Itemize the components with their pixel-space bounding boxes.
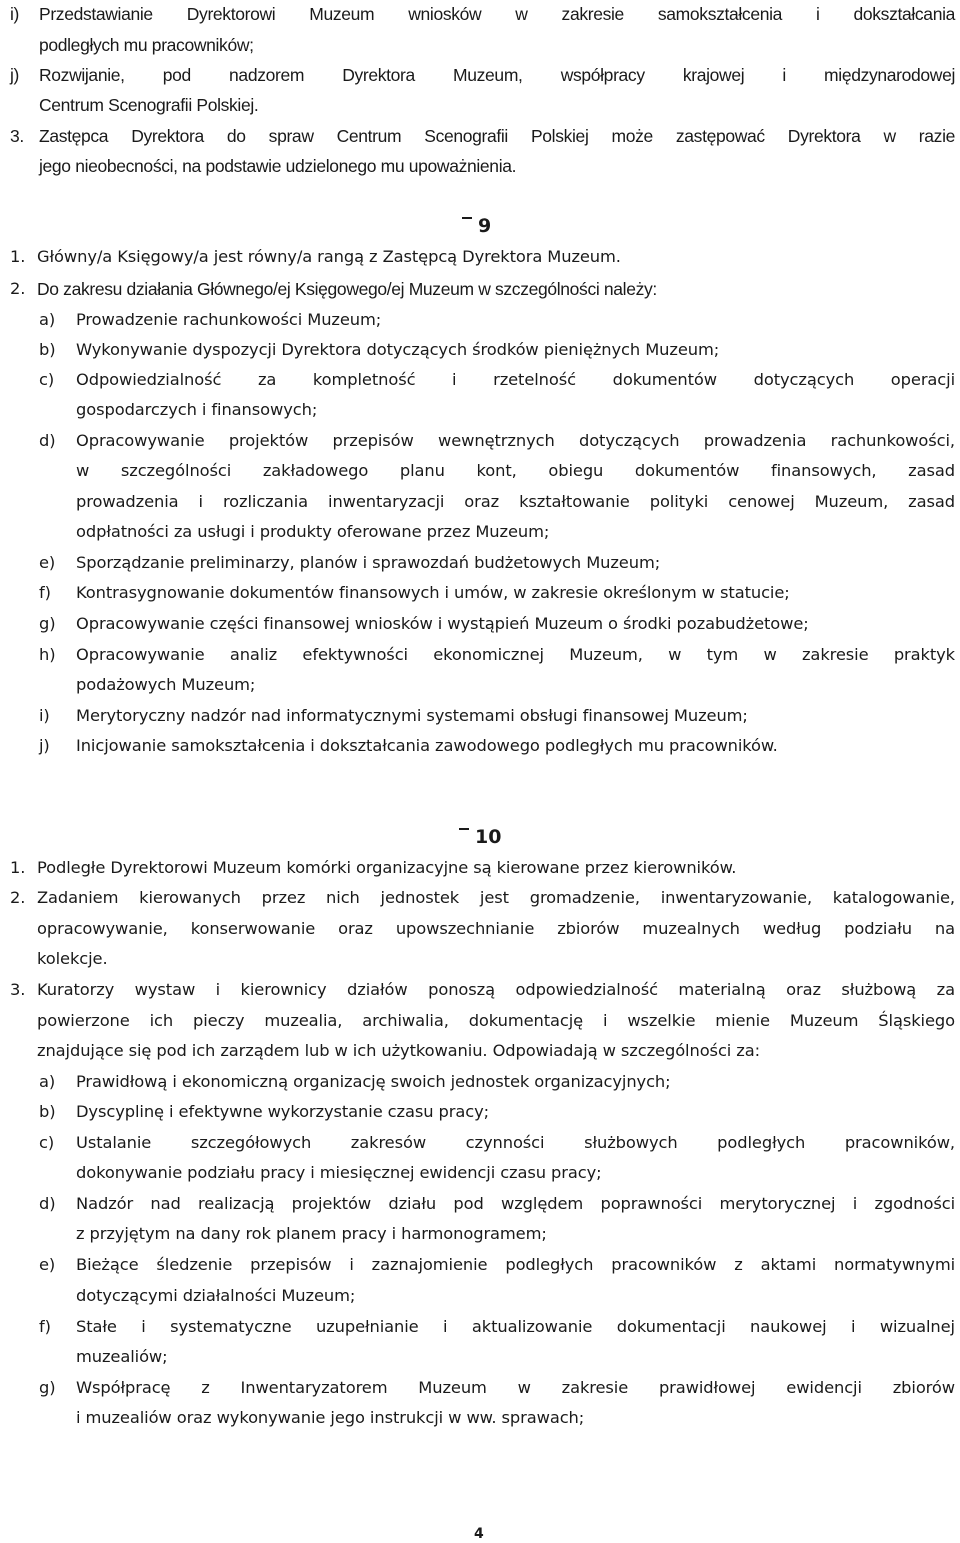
list-label: f) — [39, 1317, 51, 1336]
list-item-text: Stałe i systematyczne uzupełnianie i aktualizowanie dokumentacji naukowej i wizualnej — [76, 1317, 955, 1336]
list-label: b) — [39, 340, 56, 359]
list-item-text: Wykonywanie dyspozycji Dyrektora dotyczących środków pieniężnych Muzeum; — [76, 340, 720, 359]
paragraph-text: Kuratorzy wystaw i kierownicy działów ponoszą odpowiedzialność materialną oraz służbową za — [37, 980, 955, 999]
list-item-text: Prawidłową i ekonomiczną organizację swoich jednostek organizacyjnych; — [76, 1072, 671, 1091]
section-number: 9 — [478, 215, 492, 237]
list-item-text: dotyczącymi działalności Muzeum; — [76, 1286, 356, 1305]
page-number: 4 — [474, 1526, 484, 1542]
list-label: a) — [39, 310, 56, 329]
list-label: a) — [39, 1072, 56, 1091]
section-sign-icon — [462, 214, 472, 219]
paragraph-text: Do zakresu działania Głównego/ej Księgowego/ej Muzeum w szczególności należy: — [37, 279, 657, 299]
list-label: d) — [39, 431, 56, 450]
list-label: e) — [39, 553, 56, 572]
list-item-text: i muzealiów oraz wykonywanie jego instrukcji w ww. sprawach; — [76, 1408, 585, 1427]
paragraph-text: Zastępca Dyrektora do spraw Centrum Scenografii Polskiej może zastępować Dyrektora w razie — [39, 126, 955, 146]
list-label: b) — [39, 1102, 56, 1121]
list-item-text: gospodarczych i finansowych; — [76, 400, 318, 419]
list-item-text: Inicjowanie samokształcenia i dokształcania zawodowego podległych mu pracowników. — [76, 736, 778, 755]
list-item-text: Nadzór nad realizacją projektów działu pod względem poprawności merytorycznej i zgodności — [76, 1194, 955, 1213]
list-item-text: w szczególności zakładowego planu kont, obiegu dokumentów finansowych, zasad — [76, 461, 955, 480]
paragraph-text: powierzone ich pieczy muzealia, archiwalia, dokumentację i wszelkie mienie Muzeum Śląskiego — [37, 1011, 955, 1030]
list-item-text: Prowadzenie rachunkowości Muzeum; — [76, 310, 382, 329]
paragraph-number: 1. — [10, 247, 26, 266]
list-item-text: Ustalanie szczegółowych zakresów czynności służbowych podległych pracowników, — [76, 1133, 955, 1152]
list-item-text: Kontrasygnowanie dokumentów finansowych i umów, w zakresie określonym w statucie; — [76, 583, 790, 602]
list-item-text: Centrum Scenografii Polskiej. — [39, 95, 259, 115]
list-label: i) — [10, 4, 20, 24]
list-label: g) — [39, 1378, 56, 1397]
list-item-text: Opracowywanie analiz efektywności ekonomicznej Muzeum, w tym w zakresie praktyk — [76, 645, 955, 664]
list-item-text: Bieżące śledzenie przepisów i zaznajomienie podległych pracowników z aktami normatywnymi — [76, 1255, 955, 1274]
list-item-text: Przedstawianie Dyrektorowi Muzeum wniosków w zakresie samokształcenia i dokształcania — [39, 4, 955, 24]
list-label: c) — [39, 1133, 55, 1152]
list-label: f) — [39, 583, 51, 602]
paragraph-text: kolekcje. — [37, 949, 108, 968]
list-item-text: Dyscyplinę i efektywne wykorzystanie czasu pracy; — [76, 1102, 490, 1121]
list-item-text: podległych mu pracowników; — [39, 35, 254, 55]
paragraph-text: Podległe Dyrektorowi Muzeum komórki organizacyjne są kierowane przez kierowników. — [37, 858, 737, 877]
paragraph-number: 2. — [10, 279, 26, 298]
section-sign-icon — [459, 825, 469, 830]
paragraph-number: 3. — [10, 126, 24, 146]
paragraph-text: Zadaniem kierowanych przez nich jednostek jest gromadzenie, inwentaryzowanie, katalogowanie, — [37, 888, 955, 907]
list-label: c) — [39, 370, 55, 389]
list-label: g) — [39, 614, 56, 633]
list-item-text: podażowych Muzeum; — [76, 675, 256, 694]
list-item-text: Merytoryczny nadzór nad informatycznymi systemami obsługi finansowej Muzeum; — [76, 706, 748, 725]
list-item-text: muzealiów; — [76, 1347, 168, 1366]
paragraph-text: znajdujące się pod ich zarządem lub w ich użytkowaniu. Odpowiadają w szczególności za: — [37, 1041, 760, 1060]
section-heading-10 — [459, 825, 501, 849]
list-item-text: odpłatności za usługi i produkty oferowane przez Muzeum; — [76, 522, 550, 541]
list-item-text: Sporządzanie preliminarzy, planów i sprawozdań budżetowych Muzeum; — [76, 553, 661, 572]
paragraph-text: jego nieobecności, na podstawie udzielonego mu upoważnienia. — [39, 156, 517, 176]
list-label: j) — [10, 65, 20, 85]
list-label: e) — [39, 1255, 56, 1274]
paragraph-number: 2. — [10, 888, 26, 907]
paragraph-text: Główny/a Księgowy/a jest równy/a rangą z Zastępcą Dyrektora Muzeum. — [37, 247, 621, 266]
paragraph-text: opracowywanie, konserwowanie oraz upowszechnianie zbiorów muzealnych według podziału na — [37, 919, 955, 938]
list-item-text: dokonywanie podziału pracy i miesięcznej ewidencji czasu pracy; — [76, 1163, 602, 1182]
list-item-text: Rozwijanie, pod nadzorem Dyrektora Muzeum, współpracy krajowej i międzynarodowej — [39, 65, 955, 85]
list-item-text: z przyjętym na dany rok planem pracy i harmonogramem; — [76, 1224, 547, 1243]
list-item-text: Odpowiedzialność za kompletność i rzetelność dokumentów dotyczących operacji — [76, 370, 955, 389]
section-number: 10 — [475, 826, 502, 848]
list-label: j) — [39, 736, 50, 755]
list-item-text: Opracowywanie projektów przepisów wewnętrznych dotyczących prowadzenia rachunkowości, — [76, 431, 955, 450]
list-label: d) — [39, 1194, 56, 1213]
section-heading-9 — [462, 214, 491, 238]
paragraph-number: 1. — [10, 858, 26, 877]
list-item-text: Opracowywanie części finansowej wniosków i wystąpień Muzeum o środki pozabudżetowe; — [76, 614, 809, 633]
list-label: i) — [39, 706, 50, 725]
list-item-text: Współpracę z Inwentaryzatorem Muzeum w zakresie prawidłowej ewidencji zbiorów — [76, 1378, 955, 1397]
paragraph-number: 3. — [10, 980, 26, 999]
list-item-text: prowadzenia i rozliczania inwentaryzacji oraz kształtowanie polityki cenowej Muzeum, zasad — [76, 492, 955, 511]
list-label: h) — [39, 645, 56, 664]
